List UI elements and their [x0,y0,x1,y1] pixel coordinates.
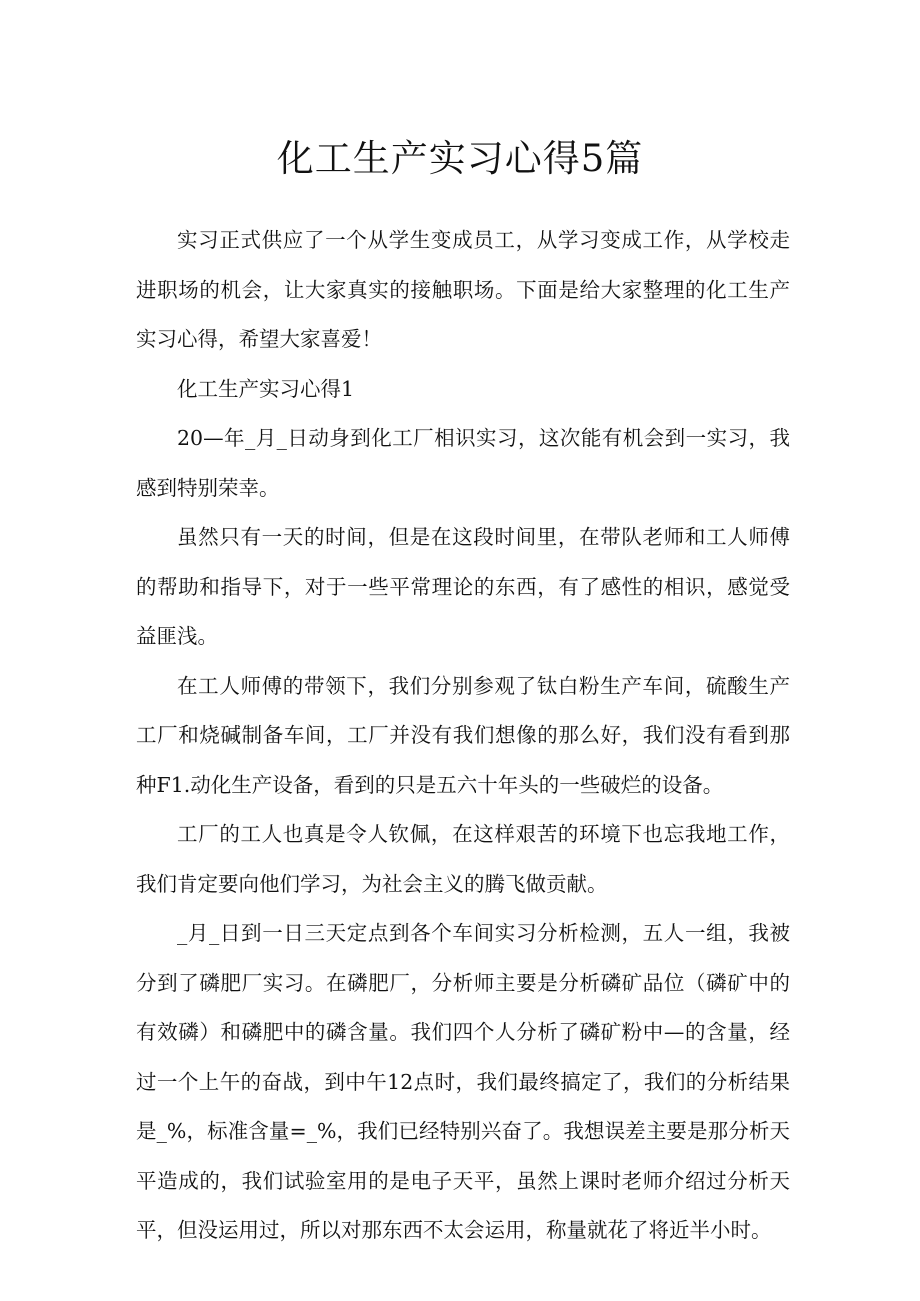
intro-paragraph: 实习正式供应了一个从学生变成员工，从学习变成工作，从学校走进职场的机会，让大家真实的接触职场。下面是给大家整理的化工生产实习心得，希望大家喜爱！ [136,228,790,351]
body-paragraph: 20—年_月_日动身到化工厂相识实习，这次能有机会到一实习，我感到特别荣幸。 [136,426,790,500]
body-paragraph: 虽然只有一天的时间，但是在这段时间里，在带队老师和工人师傅的帮助和指导下，对于一些平常理论的东西，有了感性的相识，感觉受益匪浅。 [136,525,790,648]
body-paragraph: 工厂的工人也真是令人钦佩，在这样艰苦的环境下也忘我地工作，我们肯定要向他们学习，为社会主义的腾飞做贡献。 [136,822,790,896]
section-heading: 化工生产实习心得1 [177,376,355,401]
body-paragraph: 在工人师傅的带领下，我们分别参观了钛白粉生产车间，硫酸生产工厂和烧碱制备车间，工厂并没有我们想像的那么好，我们没有看到那种F1.动化生产设备，看到的只是五六十年头的一些破烂的设备。 [136,673,790,797]
document-body [136,216,790,1256]
document-title: 化工生产实习心得5篇 [276,137,644,180]
body-paragraph: _月_日到一日三天定点到各个车间实习分析检测，五人一组，我被分到了磷肥厂实习。在磷肥厂，分析师主要是分析磷矿品位（磷矿中的有效磷）和磷肥中的磷含量。我们四个人分析了磷矿粉中—的含量，经过一个上午的奋战，到中午12点时，我们最终搞定了，我们的分析结果是_%，标准含量=_%，我们已经特别兴奋了。我想误差主要是那分析天平造成的，我们试验室用的是电子天平，虽然上课时老师介绍过分析天平，但没运用过，所以对那东西不太会运用，称量就花了将近半小时。 [136,921,790,1242]
